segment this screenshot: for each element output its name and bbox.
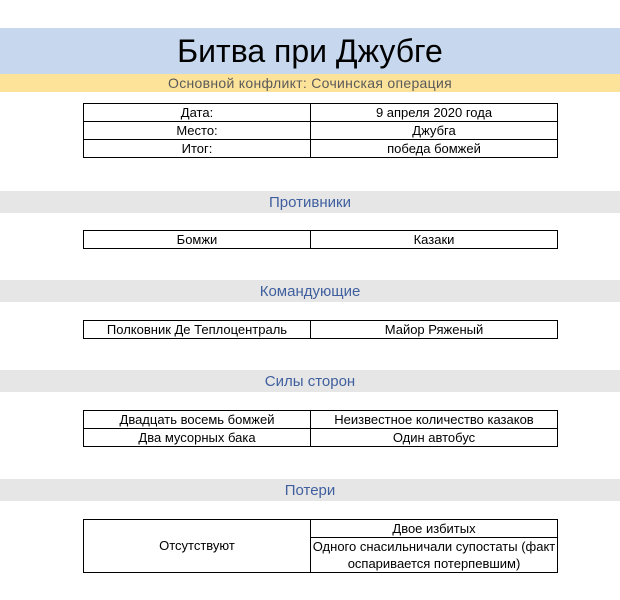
info-table [83, 103, 558, 158]
table-row [84, 411, 558, 429]
place-label: Место: [84, 122, 311, 140]
section-header-losses: Потери [0, 479, 620, 501]
forces-table [83, 410, 558, 447]
section-header-opponents: Противники [0, 191, 620, 213]
losses-right-line: Двое избитых [311, 520, 558, 538]
page-title: Битва при Джубге [0, 28, 620, 74]
commander-left: Полковник Де Теплоцентраль [84, 321, 311, 339]
opponent-right: Казаки [311, 231, 558, 249]
result-value: победа бомжей [311, 140, 558, 158]
table-row [84, 429, 558, 447]
forces-right: Один автобус [311, 429, 558, 447]
commander-right: Майор Ряженый [311, 321, 558, 339]
losses-right-line: Одного снасильничали супостаты (факт оспаривается потерпевшим) [311, 538, 558, 573]
forces-left: Два мусорных бака [84, 429, 311, 447]
table-row [84, 122, 558, 140]
forces-left: Двадцать восемь бомжей [84, 411, 311, 429]
main-conflict-subtitle: Основной конфликт: Сочинская операция [0, 74, 620, 92]
table-row [84, 321, 558, 339]
table-row [84, 231, 558, 249]
table-row [84, 140, 558, 158]
opponents-table [83, 230, 558, 249]
losses-table [83, 519, 558, 573]
result-label: Итог: [84, 140, 311, 158]
place-value: Джубга [311, 122, 558, 140]
opponent-left: Бомжи [84, 231, 311, 249]
section-header-commanders: Командующие [0, 280, 620, 302]
section-header-forces: Силы сторон [0, 370, 620, 392]
table-row [84, 520, 558, 538]
date-value: 9 апреля 2020 года [311, 104, 558, 122]
losses-left: Отсутствуют [84, 520, 311, 573]
table-row [84, 104, 558, 122]
commanders-table [83, 320, 558, 339]
forces-right: Неизвестное количество казаков [311, 411, 558, 429]
date-label: Дата: [84, 104, 311, 122]
